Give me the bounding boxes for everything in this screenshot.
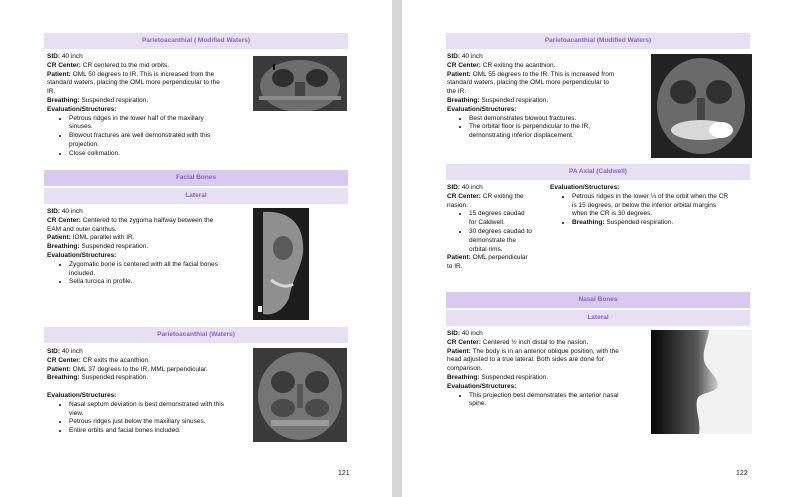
section-title-waters: Parietoacanthial (Waters) xyxy=(44,327,348,343)
evaluation-list xyxy=(447,392,652,410)
xray-modified-waters-image xyxy=(651,54,752,158)
list-item: • Best demonstrates blowout fractures. xyxy=(469,115,652,124)
list-item: • Petrous ridges in the lower half of the maxillary sinuses. xyxy=(69,115,247,133)
list-item: • The orbital floor is perpendicular to the IR, demonstrating inferior displacement. xyxy=(469,123,652,141)
angle-list xyxy=(447,210,547,254)
list-item: • 15 degrees caudad for Caldwell. xyxy=(469,210,547,228)
list-item: • Nasal septum deviation is best demonstrated with this view. xyxy=(69,401,247,419)
list-item: • Breathing: Suspended respiration. xyxy=(572,219,750,228)
xray-waters-image xyxy=(253,348,347,442)
page-122 xyxy=(402,0,794,497)
xray-facial-lateral-image xyxy=(253,208,309,320)
evaluation-list xyxy=(447,115,652,141)
list-item: • Entire orbits and facial bones included. xyxy=(69,427,247,436)
evaluation-list xyxy=(550,193,750,228)
xray-modified-waters-image xyxy=(253,56,347,111)
list-item: • Sella turcica in profile. xyxy=(69,278,247,287)
page-121 xyxy=(0,0,392,497)
list-item: • This projection best demonstrates the anterior nasal spine. xyxy=(469,392,652,410)
section-subtitle-lateral: Lateral xyxy=(446,310,750,326)
page-number: 122 xyxy=(736,470,748,477)
section-subtitle-lateral: Lateral xyxy=(44,188,348,204)
list-item: • Zygomatic bone is centered with all the facial bones included. xyxy=(69,261,247,279)
section-title-caldwell: PA Axial (Caldwell) xyxy=(446,164,750,180)
section-body-modified-waters: SID: 40 inch CR Center: CR exiting the acanthion. Patient: OML 55 degrees to the IR. This is increased from standard waters, placing the OML more perpendicular to the IR. Breathing: Suspended respiration. Evaluation/Structures: • Best demonstrates blowout fractures. • The orbital floor is perpendicular to the IR, demonstrating inferior displacement. xyxy=(447,53,652,141)
section-body-waters: SID: 40 inch CR Center: CR exits the acanthion. Patient: OML 37 degrees to the IR, MML perpendicular. Breathing: Suspended respiration. Evaluation/Structures: • Nasal septum deviation is best demonstrated with this view. • Petrous ridges just below the maxillary sinuses. • Entire orbits and facial bones included. xyxy=(47,348,247,436)
section-body-nasal-lateral: SID: 40 inch CR Center: Centered ½ inch distal to the nasion. Patient: The body is in an anterior oblique position, with the head adjusted to a true lateral. Both sides are done for comparison. Breathing: Suspended respiration. Evaluation/Structures: • This projection best demonstrates the anterior nasal spine. xyxy=(447,330,652,409)
section-body-caldwell-left: SID: 40 inch CR Center: CR exiting the nasion. • 15 degrees caudad for Caldwell. • 30 degrees caudad to demonstrate the orbital rims. Patient: OML perpendicular to IR. xyxy=(447,184,547,272)
list-item: • Blowout fractures are well demonstrated with this projection. xyxy=(69,132,247,150)
list-item: • Petrous ridges just below the maxillary sinuses. xyxy=(69,418,247,427)
section-body-modified-waters: SID: 40 inch CR Center: CR centered to the mid orbits. Patient: OML 50 degrees to IR. This is increased from the standard waters, placing the OML more perpendicular to the IR. Breathing: Suspended respiration. Evaluation/Structures: • Petrous ridges in the lower half of the maxillary sinuses. • Blowout fractures are well demonstrated with this projection. • Close collimation. xyxy=(47,53,247,159)
page-number: 121 xyxy=(338,470,350,477)
xray-nasal-lateral-image xyxy=(651,330,752,434)
list-item: • Petrous ridges in the lower ⅓ of the orbit when the CR is 15 degrees, or below the inferior orbital margins when the CR is 30 degrees. xyxy=(572,193,750,219)
section-title-facial-bones: Facial Bones xyxy=(44,170,348,186)
list-item: • 30 degrees caudad to demonstrate the orbital rims. xyxy=(469,228,547,254)
evaluation-list xyxy=(47,115,247,159)
section-body-facial-lateral: SID: 40 inch CR Center: Centered to the zygoma halfway between the EAM and outer canthus. Patient: IOML parallel with IR. Breathing: Suspended respiration. Evaluation/Structures: • Zygomatic bone is centered with all the facial bones included. • Sella turcica in profile. xyxy=(47,208,247,287)
evaluation-list xyxy=(47,261,247,287)
section-title-modified-waters: Parietoacanthial (Modified Waters) xyxy=(446,33,750,49)
section-body-caldwell-right: Evaluation/Structures: • Petrous ridges in the lower ⅓ of the orbit when the CR is 15 degrees, or below the inferior orbital margins when the CR is 30 degrees. • Breathing: Suspended respiration. xyxy=(550,184,750,228)
section-title-nasal-bones: Nasal Bones xyxy=(446,292,750,308)
list-item: • Close collimation. xyxy=(69,150,247,159)
section-title-modified-waters: Parietoacanthial ( Modified Waters) xyxy=(44,33,348,49)
evaluation-list xyxy=(47,401,247,436)
